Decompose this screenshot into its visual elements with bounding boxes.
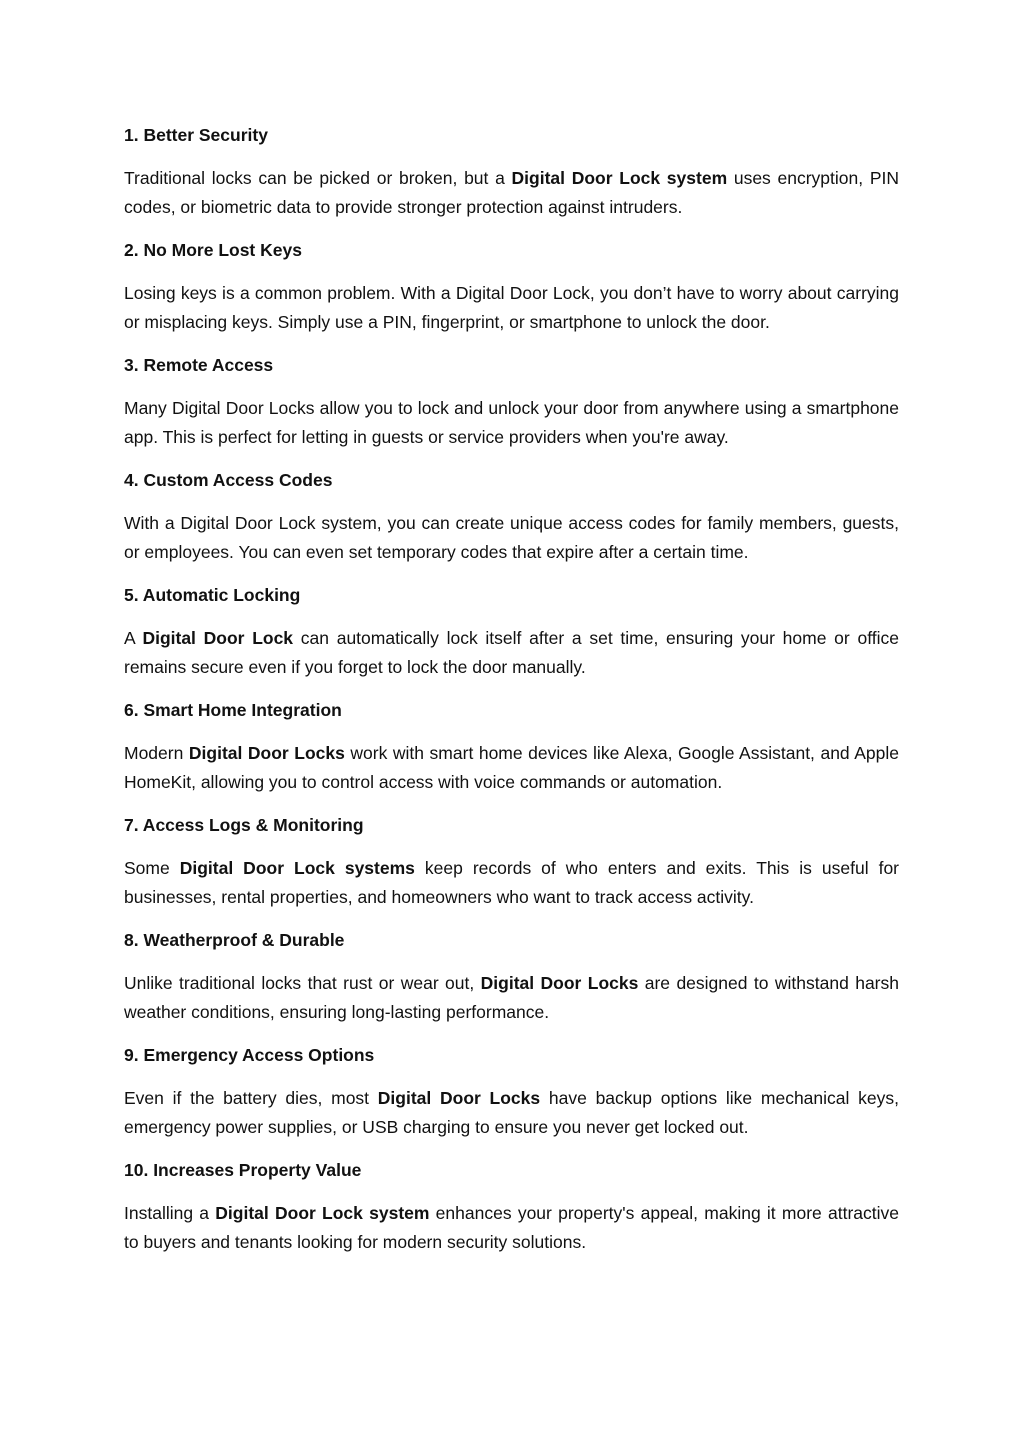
bold-keyword: Digital Door Locks [377, 1088, 541, 1108]
section-heading: 7. Access Logs & Monitoring [124, 815, 364, 835]
section-heading: 10. Increases Property Value [124, 1160, 362, 1180]
text-run: Even if the battery dies, most [124, 1088, 378, 1108]
section-heading: 4. Custom Access Codes [124, 470, 333, 490]
section-paragraph [124, 1084, 899, 1142]
text-run: uses encryption, PIN codes, or biometric data to provide stronger protection against intruders. [124, 168, 899, 217]
bold-keyword: Digital Door Lock system [511, 168, 728, 188]
text-run: Installing a [124, 1203, 216, 1223]
text-run: With a Digital Door Lock system, you can create unique access codes for family members, guests, or employees. You can even set temporary codes that expire after a certain time. [124, 513, 899, 562]
section-heading: 6. Smart Home Integration [124, 700, 342, 720]
text-run: A [124, 628, 143, 648]
text-run: keep records of who enters and exits. This is useful for businesses, rental properties, and homeowners who want to track access activity. [124, 858, 899, 907]
section-heading: 1. Better Security [124, 125, 268, 145]
section-paragraph [124, 1199, 899, 1257]
bold-keyword: Digital Door Lock [142, 628, 294, 648]
section-paragraph [124, 164, 899, 222]
text-run: Modern [124, 743, 189, 763]
section-paragraph [124, 509, 899, 567]
section-paragraph [124, 394, 899, 452]
text-run: have backup options like mechanical keys, emergency power supplies, or USB charging to ensure you never get locked out. [124, 1088, 899, 1137]
section-paragraph [124, 739, 899, 797]
text-run: Many Digital Door Locks allow you to lock and unlock your door from anywhere using a smartphone app. This is perfect for letting in guests or service providers when you're away. [124, 398, 899, 447]
section-paragraph [124, 624, 899, 682]
document-body [124, 121, 899, 1271]
section-paragraph [124, 969, 899, 1027]
section-heading: 8. Weatherproof & Durable [124, 930, 345, 950]
text-run: enhances your property's appeal, making it more attractive to buyers and tenants looking for modern security solutions. [124, 1203, 899, 1252]
section-heading: 2. No More Lost Keys [124, 240, 302, 260]
text-run: work with smart home devices like Alexa, Google Assistant, and Apple HomeKit, allowing you to control access with voice commands or automation. [124, 743, 899, 792]
bold-keyword: Digital Door Locks [480, 973, 639, 993]
section-heading: 3. Remote Access [124, 355, 274, 375]
bold-keyword: Digital Door Lock systems [179, 858, 415, 878]
section-heading: 9. Emergency Access Options [124, 1045, 375, 1065]
text-run: Unlike traditional locks that rust or wear out, [124, 973, 481, 993]
text-run: Some [124, 858, 180, 878]
text-run: Losing keys is a common problem. With a Digital Door Lock, you don’t have to worry about carrying or misplacing keys. Simply use a PIN, fingerprint, or smartphone to unlock the door. [124, 283, 899, 332]
text-run: can automatically lock itself after a set time, ensuring your home or office remains secure even if you forget to lock the door manually. [124, 628, 899, 677]
section-paragraph [124, 279, 899, 337]
section-paragraph [124, 854, 899, 912]
text-run: Traditional locks can be picked or broken, but a [124, 168, 512, 188]
section-heading: 5. Automatic Locking [124, 585, 301, 605]
bold-keyword: Digital Door Locks [188, 743, 345, 763]
text-run: are designed to withstand harsh weather conditions, ensuring long-lasting performance. [124, 973, 899, 1022]
bold-keyword: Digital Door Lock system [215, 1203, 430, 1223]
